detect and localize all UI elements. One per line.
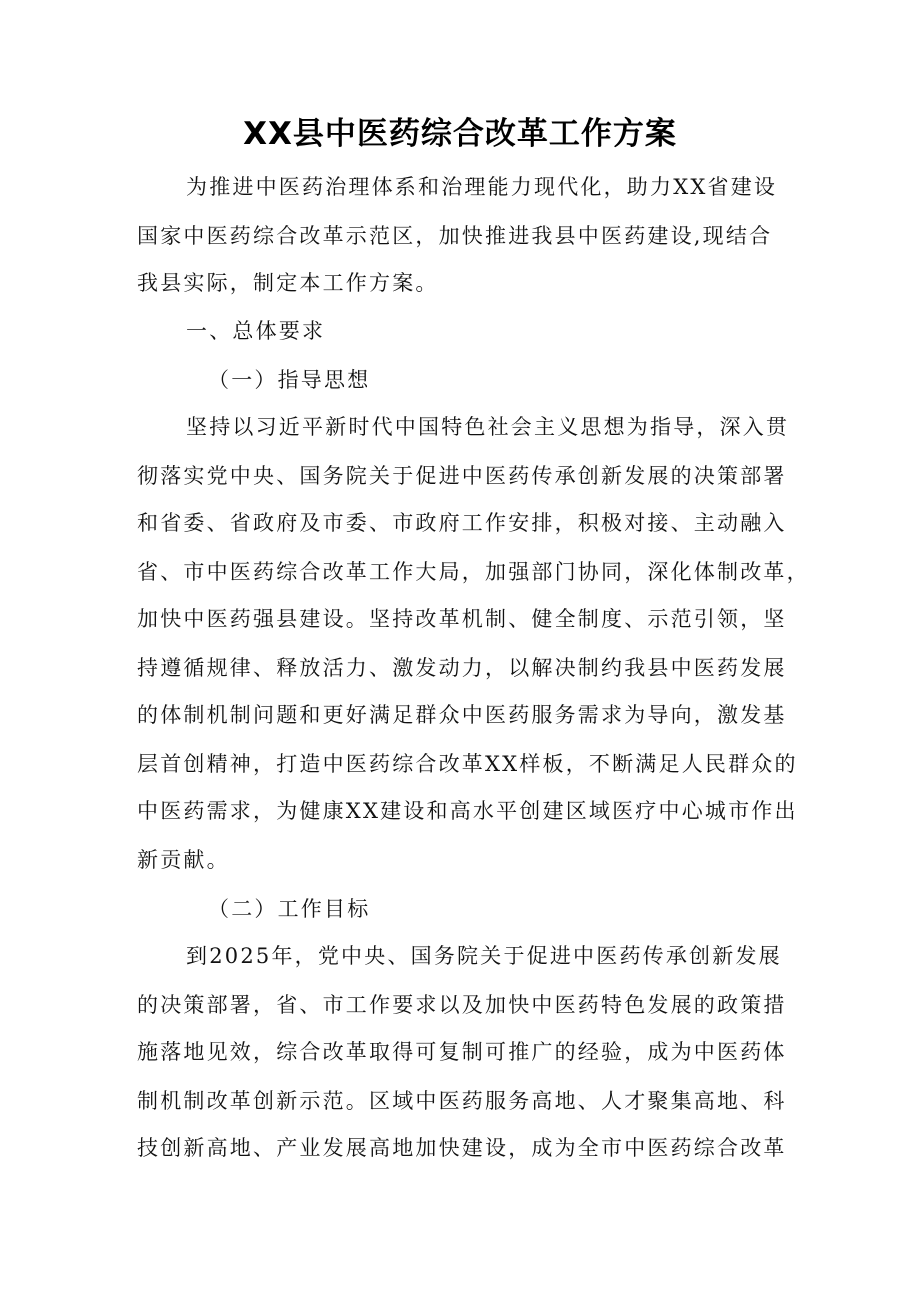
paragraph-line: 技创新高地、产业发展高地加快建设，成为全市中医药综合改革 (137, 1136, 787, 1160)
paragraph-line: 加快中医药强县建设。坚持改革机制、健全制度、示范引领，坚 (137, 607, 787, 631)
paragraph-line: 持遵循规律、释放活力、激发动力，以解决制约我县中医药发展 (137, 656, 787, 680)
paragraph-line: 的决策部署，省、市工作要求以及加快中医药特色发展的政策措 (137, 993, 787, 1017)
paragraph-line: 制机制改革创新示范。区域中医药服务高地、人才聚集高地、科 (137, 1089, 787, 1113)
paragraph-line: 施落地见效，综合改革取得可复制可推广的经验，成为中医药体 (137, 1040, 787, 1064)
intro-line: 国家中医药综合改革示范区，加快推进我县中医药建设,现结合 (137, 224, 773, 248)
paragraph-line: 到2025年，党中央、国务院关于促进中医药传承创新发展 (186, 944, 782, 968)
paragraph-line: 中医药需求，为健康XX建设和高水平创建区域医疗中心城市作出 (137, 799, 798, 823)
paragraph-line: 省、市中医药综合改革工作大局，加强部门协同，深化体制改革， (137, 560, 810, 584)
paragraph-line: 坚持以习近平新时代中国特色社会主义思想为指导，深入贯 (186, 415, 790, 439)
paragraph-line: 和省委、省政府及市委、市政府工作安排，积极对接、主动融入 (137, 511, 787, 535)
paragraph-line: 层首创精神，打造中医药综合改革XX样板，不断满足人民群众的 (137, 752, 798, 776)
section-heading-overall-requirements: 一、总体要求 (186, 319, 326, 343)
paragraph-line: 彻落实党中央、国务院关于促进中医药传承创新发展的决策部署 (137, 464, 787, 488)
intro-line: 为推进中医药治理体系和治理能力现代化，助力XX省建设 (186, 175, 778, 199)
subsection-heading-work-goals: （二）工作目标 (208, 897, 371, 921)
paragraph-line: 新贡献。 (137, 848, 230, 872)
intro-line: 我县实际，制定本工作方案。 (137, 271, 439, 295)
subsection-heading-guiding-ideology: （一）指导思想 (208, 368, 371, 392)
paragraph-line: 的体制机制问题和更好满足群众中医药服务需求为导向，激发基 (137, 703, 787, 727)
document-title: XX县中医药综合改革工作方案 (243, 116, 677, 152)
